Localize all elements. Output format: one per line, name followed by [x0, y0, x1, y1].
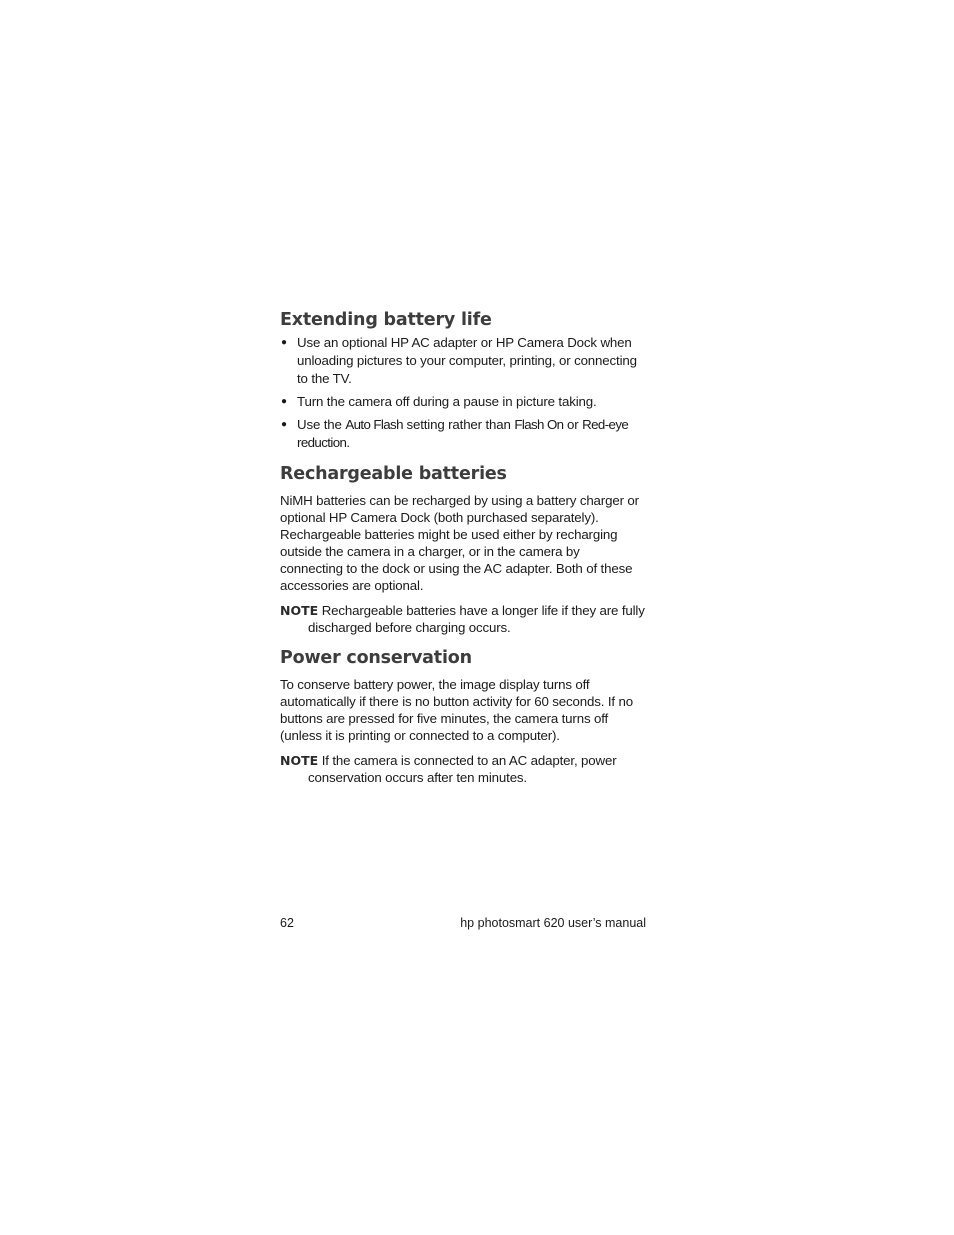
heading-power-conservation: Power conservation [280, 648, 472, 668]
list-item [280, 334, 646, 388]
page-content [280, 308, 646, 794]
power-paragraph: To conserve battery power, the image display turns off automatically if there is no button activity for 60 seconds. If no buttons are pressed for five minutes, the camera turns off (unless it is printing or connected to a computer). [280, 677, 633, 743]
note-text: If the camera is connected to an AC adapter, power conservation occurs after ten minutes. [308, 753, 617, 785]
list-item-text [297, 417, 628, 450]
ui-term-flash-on: Flash On [514, 417, 564, 432]
manual-title: hp photosmart 620 user’s manual [460, 916, 646, 930]
list-item [280, 393, 646, 411]
rechargeable-note [280, 602, 646, 636]
bullet-icon: ● [281, 419, 287, 430]
text-segment: . [346, 435, 350, 450]
battery-life-tips-list [280, 334, 646, 452]
ui-term-red-eye-reduction: Red-eye reduction [297, 417, 629, 450]
rechargeable-paragraph: NiMH batteries can be recharged by using a battery charger or optional HP Camera Dock (both purchased separately). Rechargeable batteries might be used either by recharging outside the camera in a charger, or in the camera by connecting to the dock or using the AC adapter. Both of these accessories are optional. [280, 493, 639, 593]
list-item [280, 416, 646, 452]
list-item-text: Use an optional HP AC adapter or HP Camera Dock when unloading pictures to your computer, printing, or connecting to the TV. [297, 335, 637, 386]
power-note [280, 752, 646, 786]
note-text: Rechargeable batteries have a longer life if they are fully discharged before charging occurs. [308, 603, 645, 635]
bullet-icon: ● [281, 337, 287, 348]
text-segment: setting rather than [402, 417, 515, 432]
note-label: NOTE [280, 753, 319, 768]
ui-term-auto-flash: Auto Flash [345, 417, 403, 432]
text-segment: Use the [297, 417, 346, 432]
page-number: 62 [280, 916, 294, 930]
list-item-text: Turn the camera off during a pause in picture taking. [297, 394, 597, 409]
heading-extending-battery-life: Extending battery life [280, 310, 492, 330]
heading-rechargeable-batteries: Rechargeable batteries [280, 464, 507, 484]
bullet-icon: ● [281, 396, 287, 407]
page-footer [280, 914, 646, 932]
text-segment: or [563, 417, 583, 432]
note-label: NOTE [280, 603, 319, 618]
